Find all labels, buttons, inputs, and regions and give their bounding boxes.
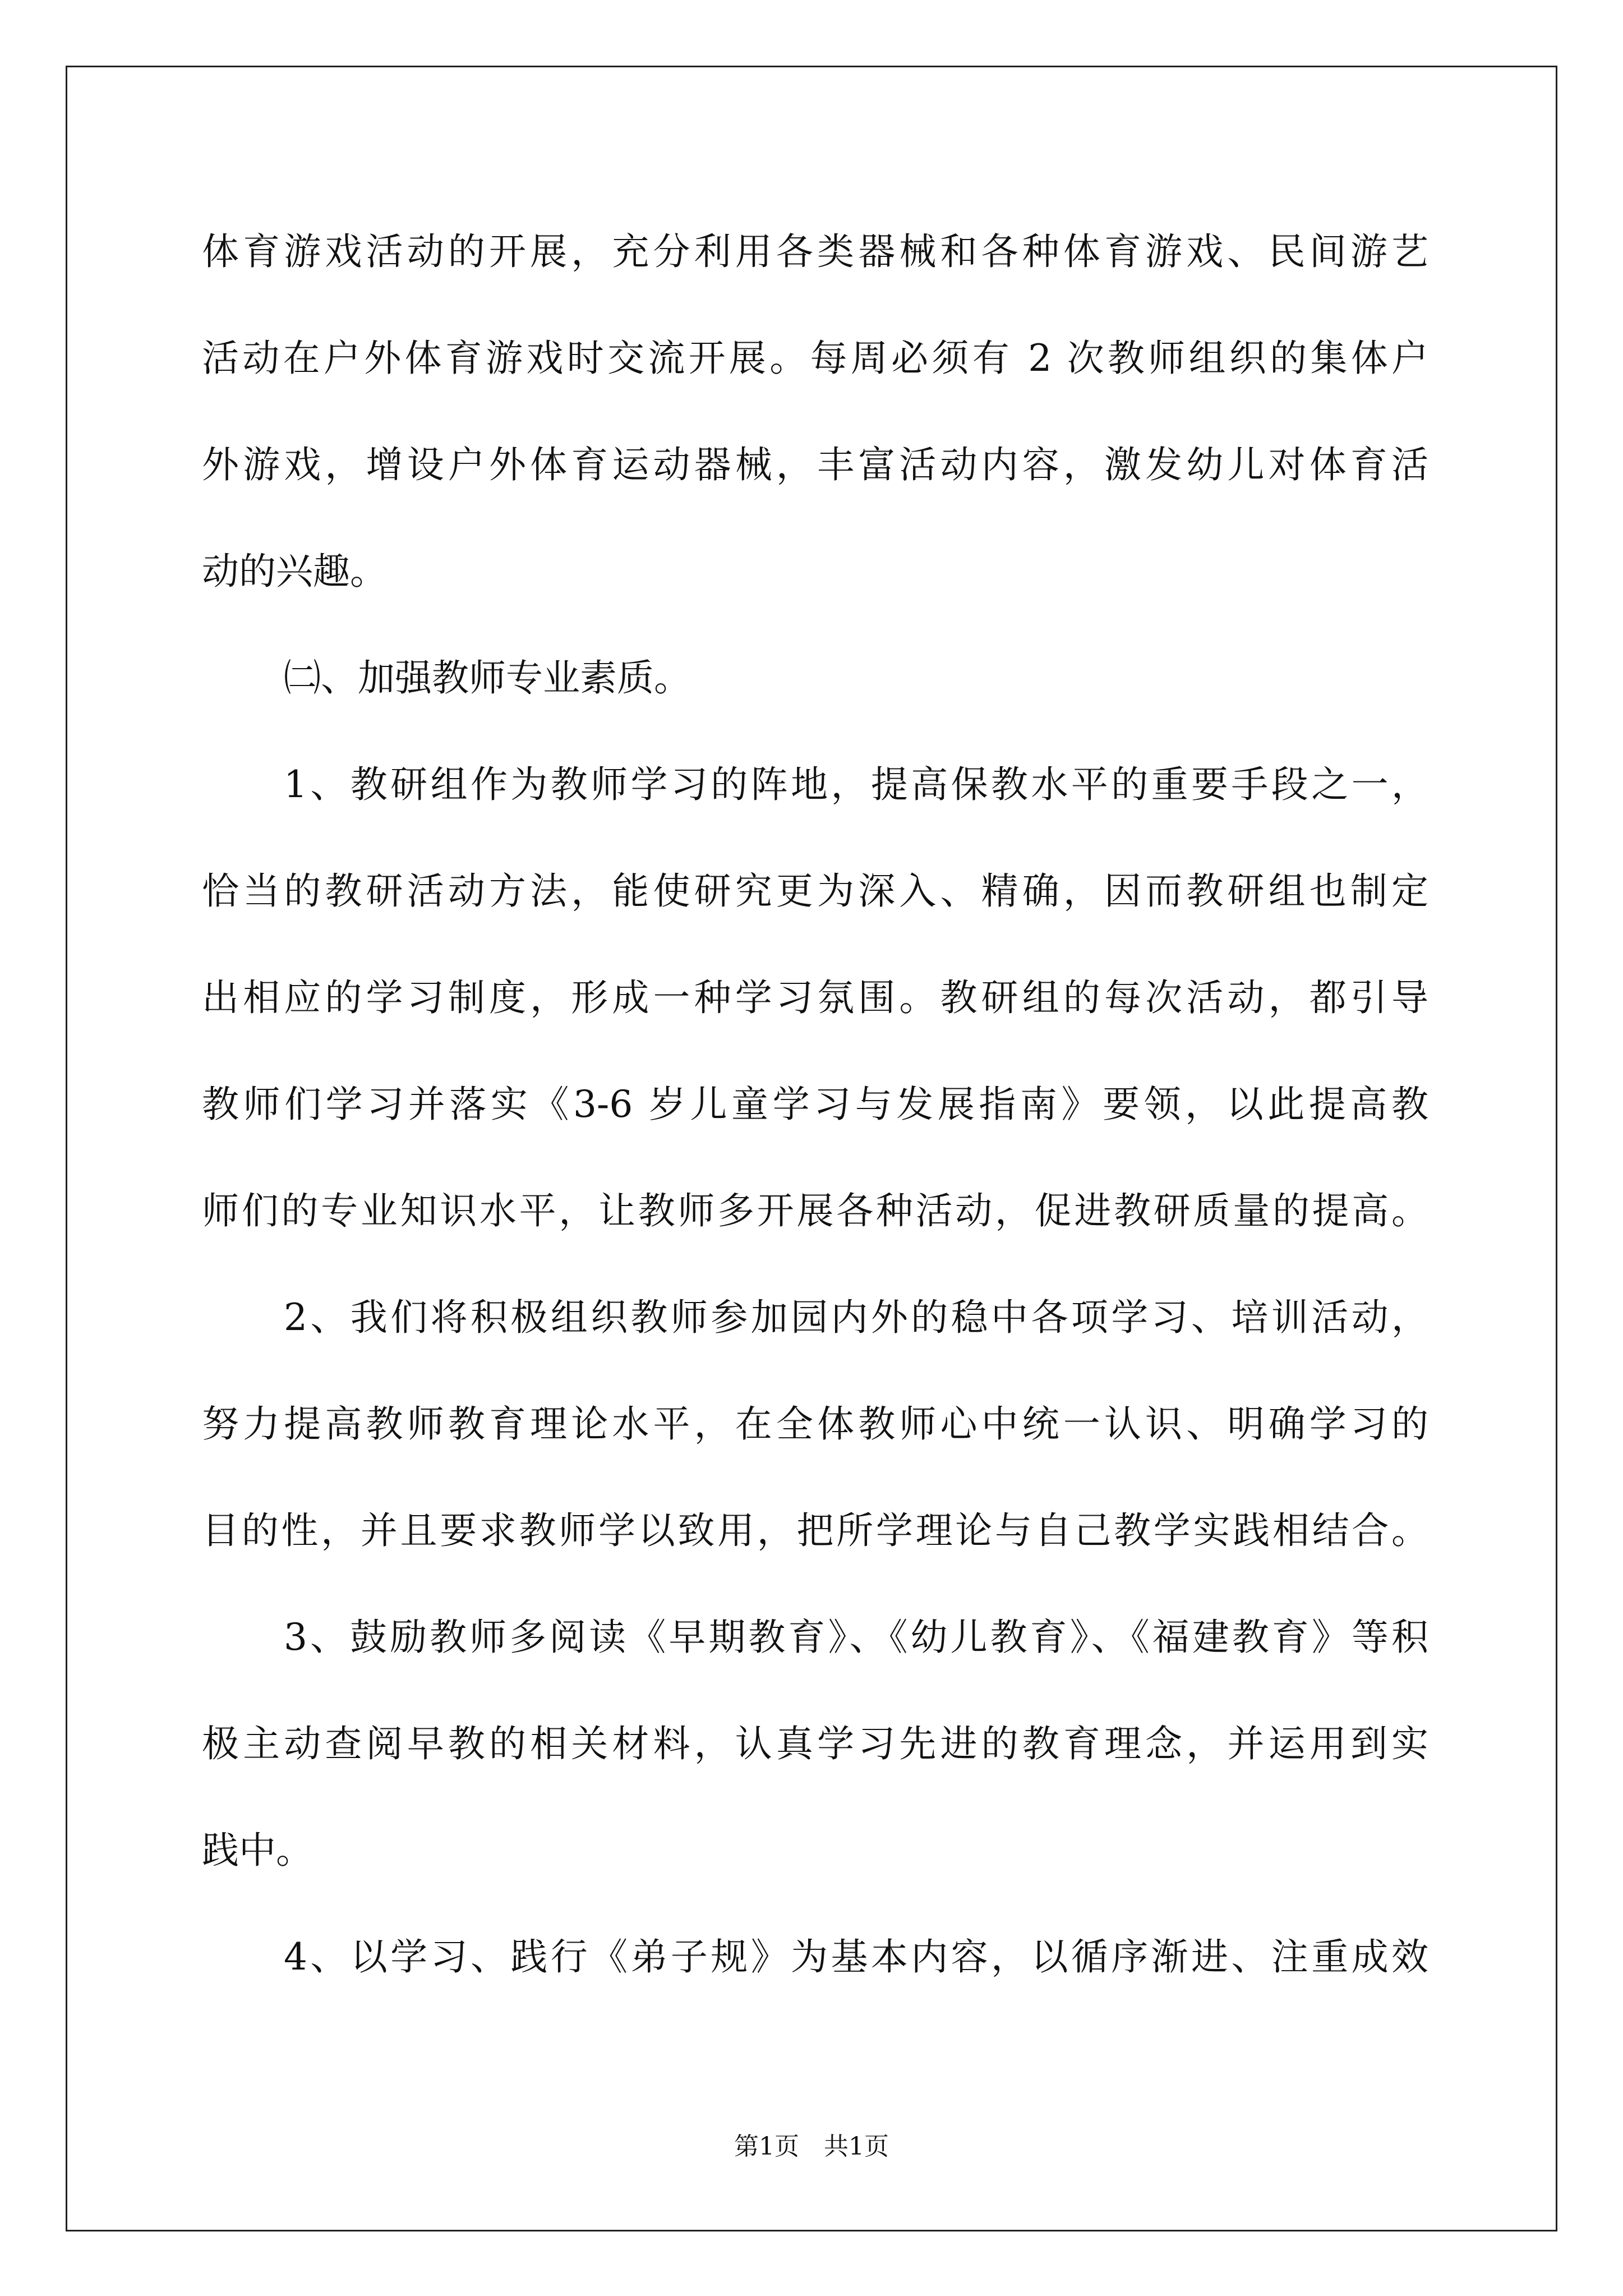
- paragraph-line: 教师们学习并落实《3-6 岁儿童学习与发展指南》要领，以此提高教: [202, 1083, 1428, 1126]
- paragraph-line: 践中。: [202, 1829, 313, 1872]
- paragraph: [202, 1584, 1428, 1904]
- paragraph-line: 体育游戏活动的开展，充分利用各类器械和各种体育游戏、民间游艺: [202, 230, 1428, 273]
- paragraph: [202, 731, 1428, 1264]
- paragraph: [202, 1904, 1428, 2010]
- section-heading: [202, 625, 1428, 731]
- paragraph-line: 目的性，并且要求教师学以致用，把所学理论与自己教学实践相结合。: [202, 1509, 1428, 1552]
- paragraph-line: 恰当的教研活动方法，能使研究更为深入、精确，因而教研组也制定: [202, 869, 1428, 913]
- paragraph-line: 师们的专业知识水平，让教师多开展各种活动，促进教研质量的提高。: [202, 1189, 1428, 1232]
- page-number: 第1页: [734, 2132, 799, 2161]
- paragraph-line: 活动在户外体育游戏时交流开展。每周必须有 2 次教师组织的集体户: [202, 337, 1428, 380]
- body-text: [202, 199, 1428, 2010]
- paragraph: [202, 1264, 1428, 1584]
- paragraph-line: 出相应的学习制度，形成一种学习氛围。教研组的每次活动，都引导: [202, 976, 1428, 1019]
- paragraph-line: 外游戏，增设户外体育运动器械，丰富活动内容，激发幼儿对体育活: [202, 443, 1428, 486]
- paragraph-line: 努力提高教师教育理论水平，在全体教师心中统一认识、明确学习的: [202, 1402, 1428, 1446]
- page-footer: [0, 2132, 1623, 2162]
- paragraph-line: 极主动查阅早教的相关材料，认真学习先进的教育理念，并运用到实: [202, 1722, 1428, 1765]
- paragraph-line: 动的兴趣。: [202, 550, 387, 593]
- paragraph-line: 4、以学习、践行《弟子规》为基本内容，以循序渐进、注重成效: [284, 1935, 1428, 1978]
- page-total: 共1页: [824, 2132, 889, 2161]
- paragraph-line: 3、鼓励教师多阅读《早期教育》、《幼儿教育》、《福建教育》等积: [284, 1616, 1428, 1659]
- paragraph: [202, 199, 1428, 625]
- paragraph-line: 1、教研组作为教师学习的阵地，提高保教水平的重要手段之一，: [284, 763, 1428, 806]
- paragraph-line: 2、我们将积极组织教师参加园内外的稳中各项学习、培训活动，: [284, 1296, 1428, 1339]
- section-heading-line: ㈡、加强教师专业素质。: [284, 656, 691, 700]
